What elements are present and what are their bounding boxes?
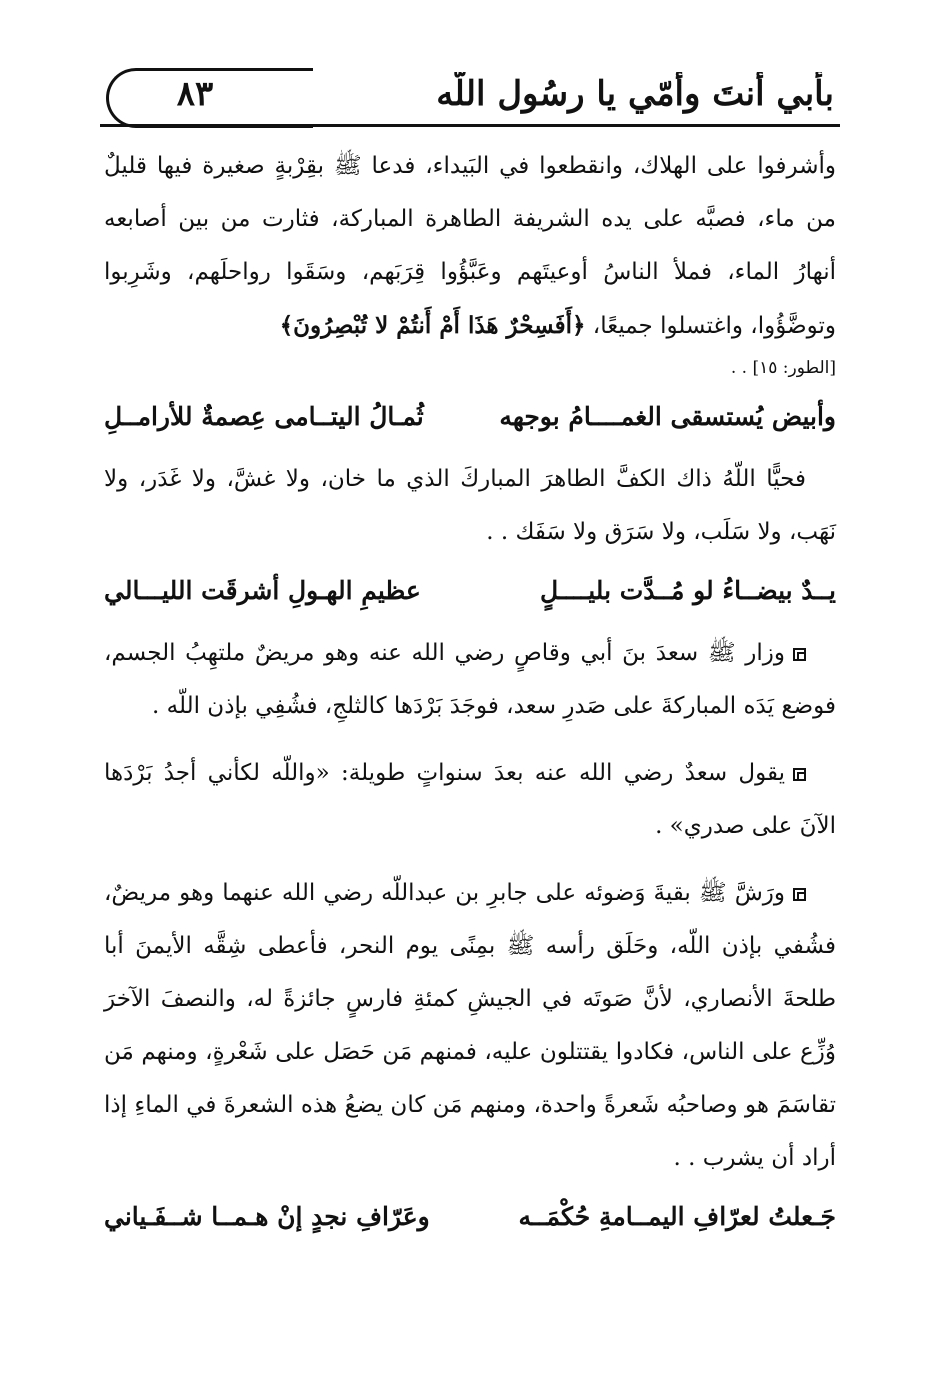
verse-2-first-hemistich: يــدٌ بيضــاءُ لو مُــدَّت بليــــلٍ — [540, 576, 836, 605]
page-number: ٨٣ — [176, 74, 214, 114]
spacer — [104, 733, 836, 747]
quran-reference: [الطور: ١٥] . . — [730, 358, 836, 378]
square-bullet-icon — [793, 648, 806, 661]
poetry-verse-2 — [104, 565, 836, 621]
verse-1-second-hemistich: ثُمـالُ اليتــامى عِصمةٌ للأرامــلِ — [104, 402, 424, 431]
paragraph-5 — [104, 867, 836, 1185]
page-header — [100, 62, 840, 124]
header-rule — [100, 124, 840, 127]
square-bullet-icon — [793, 888, 806, 901]
spacer — [104, 853, 836, 867]
paragraph-1-text: وأشرفوا على الهلاك، وانقطعوا في البَيداء، فدعا ﷺ بقِرْبةٍ صغيرة فيها قليلٌ من ماء، فصبَّه على يده الشريفة الطاهرة المباركة، فثارت من بين أصابعه أنهارُ الماء، فملأ الناسُ أوعيتَهم وعَبَّؤُوا قِرَبَهم، وسَقَوا رواحلَهم، وشَرِبوا وتوضَّؤُوا، واغتسلوا جميعًا، — [104, 153, 836, 339]
paragraph-2-text: فحيًّا اللّهُ ذاك الكفَّ الطاهرَ المباركَ الذي ما خان، ولا غشَّ، ولا غَدَر، ولا نَهَب، ولا سَلَب، ولا سَرَق ولا سَفَك . . — [104, 466, 836, 545]
paragraph-1 — [104, 140, 836, 353]
verse-2-second-hemistich: عظيمِ الهـولِ أشرقَت الليـــالي — [104, 576, 421, 605]
paragraph-2 — [104, 453, 836, 559]
paragraph-3-text: وزار ﷺ سعدَ بنَ أبي وقاصٍ رضي الله عنه وهو مريضٌ ملتهِبُ الجسم، فوضع يَدَه المباركةَ على صَدرِ سعد، فوجَدَ بَرْدَها كالثلجِ، فشُفِي بإذن اللّه . — [104, 640, 836, 719]
verse-3-second-hemistich: وعَرّافِ نجدٍ إنْ هـمــا شــفَـياني — [104, 1202, 430, 1231]
page-body — [104, 140, 836, 1253]
quran-quote: ﴿أَفَسِحْرٌ هَذَا أَمْ أَنتُمْ لا تُبْصِرُونَ﴾ — [279, 312, 586, 339]
paragraph-3 — [104, 627, 836, 733]
verse-1-first-hemistich: وأبيض يُستسقى الغمــــامُ بوجهه — [499, 402, 836, 431]
paragraph-4 — [104, 747, 836, 853]
paragraph-5-text: ورَشَّ ﷺ بقيةَ وَضوئه على جابرِ بن عبداللّه رضي الله عنهما وهو مريضٌ، فشُفي بإذن اللّه، وحَلَق رأسه ﷺ بمِنًى يوم النحر، فأعطى شِقَّه الأيمنَ أبا طلحةَ الأنصاري، لأنَّ صَوتَه في الجيشِ كمئةِ فارسٍ جائزةً له، والنصفَ الآخرَ وُزِّع على الناس، فكادوا يقتتلون عليه، فمنهم مَن حَصَل على شَعْرةٍ، ومنهم مَن تقاسَمَ هو وصاحبُه شَعرةً واحدة، ومنهم مَن كان يضعُ هذه الشعرةَ في الماءِ إذا أراد أن يشرب . . — [104, 880, 836, 1171]
paragraph-4-text: يقول سعدٌ رضي الله عنه بعدَ سنواتٍ طويلة: «واللّه لكأني أجدُ بَرْدَها الآنَ على صدري» . — [104, 760, 836, 839]
verse-3-first-hemistich: جَـعلتُ لعرّافِ اليمــامةِ حُكْمَــه — [518, 1202, 836, 1231]
running-title: بأبي أنتَ وأُمّي يا رسُول اللّه — [436, 74, 834, 114]
poetry-verse-1 — [104, 391, 836, 447]
poetry-verse-3 — [104, 1191, 836, 1247]
square-bullet-icon — [793, 768, 806, 781]
